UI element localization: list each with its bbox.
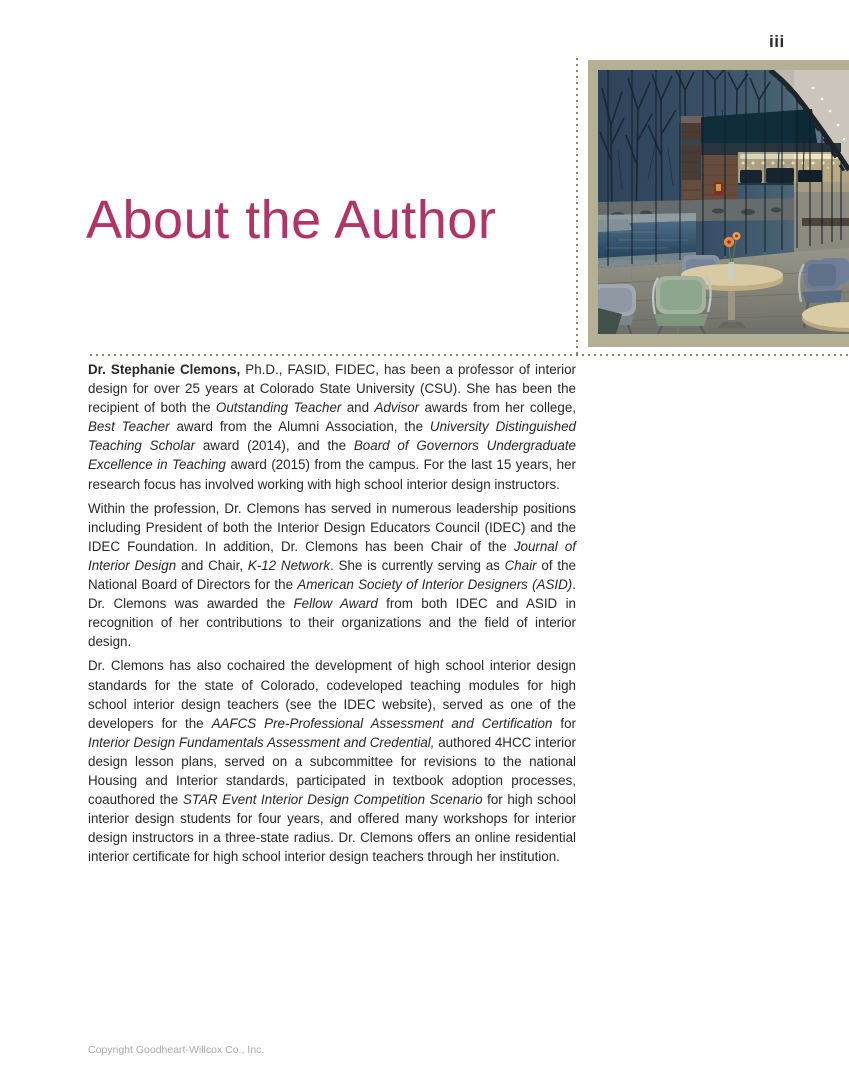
interior-design-photo (598, 70, 849, 334)
page-title: About the Author (86, 190, 497, 250)
paragraph: Dr. Stephanie Clemons, Ph.D., FASID, FIDEC, has been a professor of interior design for over 25 years at Colorado State University (CSU). She has been the recipient of both the Outstanding Teacher and Advisor awards from her college, Best Teacher award from the Alumni Association, the University Distinguished Teaching Scholar award (2014), and the Board of Governors Undergraduate Excellence in Teaching award (2015) from the campus. For the last 15 years, her research focus has involved working with high school interior design instructors. (88, 362, 576, 492)
paragraph: Within the profession, Dr. Clemons has served in numerous leadership positions including President of both the Interior Design Educators Council (IDEC) and the IDEC Foundation. In addition, Dr. Clemons has been Chair of the Journal of Interior Design and Chair, K-12 Network. She is currently serving as Chair of the National Board of Directors for the American Society of Interior Designers (ASID). Dr. Clemons was awarded the Fellow Award from both IDEC and ASID in recognition of her contributions to their organizations and the field of interior design. (88, 500, 577, 650)
author-photo-frame (588, 60, 849, 347)
copyright-notice: Copyright Goodheart-Willcox Co., Inc. (88, 1044, 265, 1056)
horizontal-dotted-divider (90, 354, 849, 356)
vertical-dotted-divider (576, 58, 578, 354)
about-author-text (88, 360, 576, 871)
paragraph: Dr. Clemons has also cochaired the development of high school interior design standards for the state of Colorado, codeveloped teaching modules for high school interior design teachers (see the IDEC website), served as one of the developers for the AAFCS Pre-Professional Assessment and Certification for Interior Design Fundamentals Assessment and Credential, authored 4HCC interior design lesson plans, served on a subcommittee for revisions to the national Housing and Interior standards, participated in textbook adoption processes, coauthored the STAR Event Interior Design Competition Scenario for high school interior design students for four years, and offered many workshops for interior design instructors in a three-state radius. Dr. Clemons offers an online residential interior certificate for high school interior design teachers through her institution. (88, 658, 576, 865)
page-number: iii (769, 32, 785, 51)
